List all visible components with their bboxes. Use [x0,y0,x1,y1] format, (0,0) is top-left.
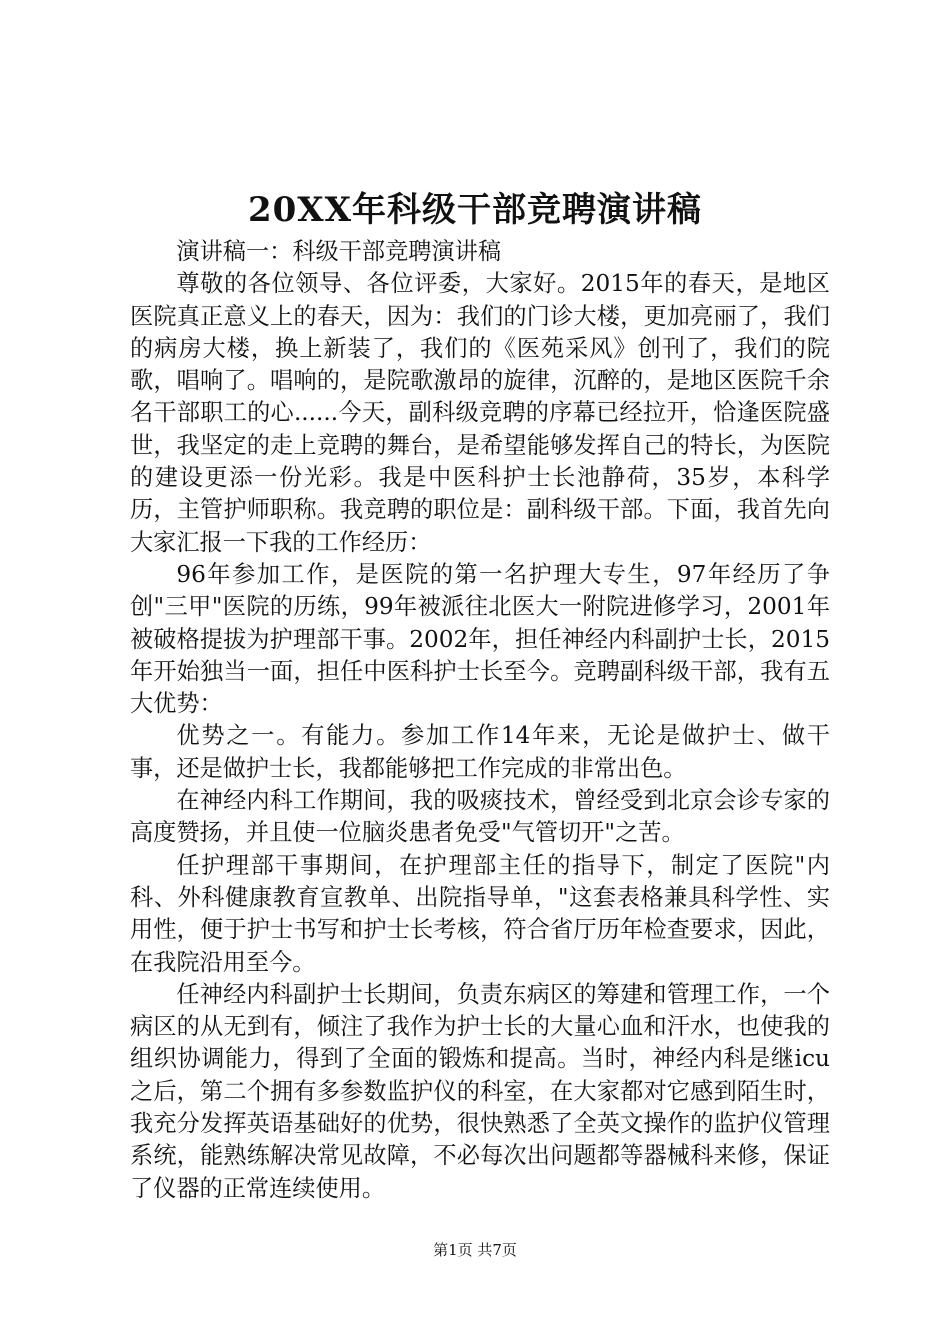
paragraph: 尊敬的各位领导、各位评委，大家好。2015年的春天，是地区医院真正意义上的春天，因为：我们的门诊大楼，更加亮丽了，我们的病房大楼，换上新装了，我们的《医苑采风》创刊了，我们的院歌，唱响了。唱响的，是院歌激昂的旋律，沉醉的，是地区医院千余名干部职工的心......今天，副科级竞聘的序幕已经拉开，恰逢医院盛世，我坚定的走上竞聘的舞台，是希望能够发挥自己的特长，为医院的建设更添一份光彩。我是中医科护士长池静荷，35岁，本科学历，主管护师职称。我竞聘的职位是：副科级干部。下面，我首先向大家汇报一下我的工作经历： [130,270,830,556]
page-number-footer: 第1页 共7页 [433,1241,517,1259]
document-body [130,236,830,1205]
paragraph: 96年参加工作，是医院的第一名护理大专生，97年经历了争创"三甲"医院的历练，99年被派往北医大一附院进修学习，2001年被破格提拔为护理部干事。2002年，担任神经内科副护士长，2015年开始独当一面，担任中医科护士长至今。竞聘副科级干部，我有五大优势： [130,560,830,718]
paragraph: 任神经内科副护士长期间，负责东病区的筹建和管理工作，一个病区的从无到有，倾注了我作为护士长的大量心血和汗水，也使我的组织协调能力，得到了全面的锻炼和提高。当时，神经内科是继icu之后，第二个拥有多参数监护仪的科室，在大家都对它感到陌生时，我充分发挥英语基础好的优势，很快熟悉了全英文操作的监护仪管理系统，能熟练解决常见故障，不必每次出问题都等器械科来修，保证了仪器的正常连续使用。 [130,980,830,1202]
paragraph: 在神经内科工作期间，我的吸痰技术，曾经受到北京会诊专家的高度赞扬，并且使一位脑炎患者免受"气管切开"之苦。 [130,787,830,847]
paragraph-subtitle: 演讲稿一：科级干部竞聘演讲稿 [176,238,502,265]
paragraph: 优势之一。有能力。参加工作14年来，无论是做护士、做干事，还是做护士长，我都能够把工作完成的非常出色。 [130,722,830,782]
document-title: 20XX年科级干部竞聘演讲稿 [247,190,703,230]
paragraph: 任护理部干事期间，在护理部主任的指导下，制定了医院"内科、外科健康教育宣教单、出院指导单，"这套表格兼具科学性、实用性，便于护士书写和护士长考核，符合省厅历年检查要求，因此，在我院沿用至今。 [130,851,830,976]
